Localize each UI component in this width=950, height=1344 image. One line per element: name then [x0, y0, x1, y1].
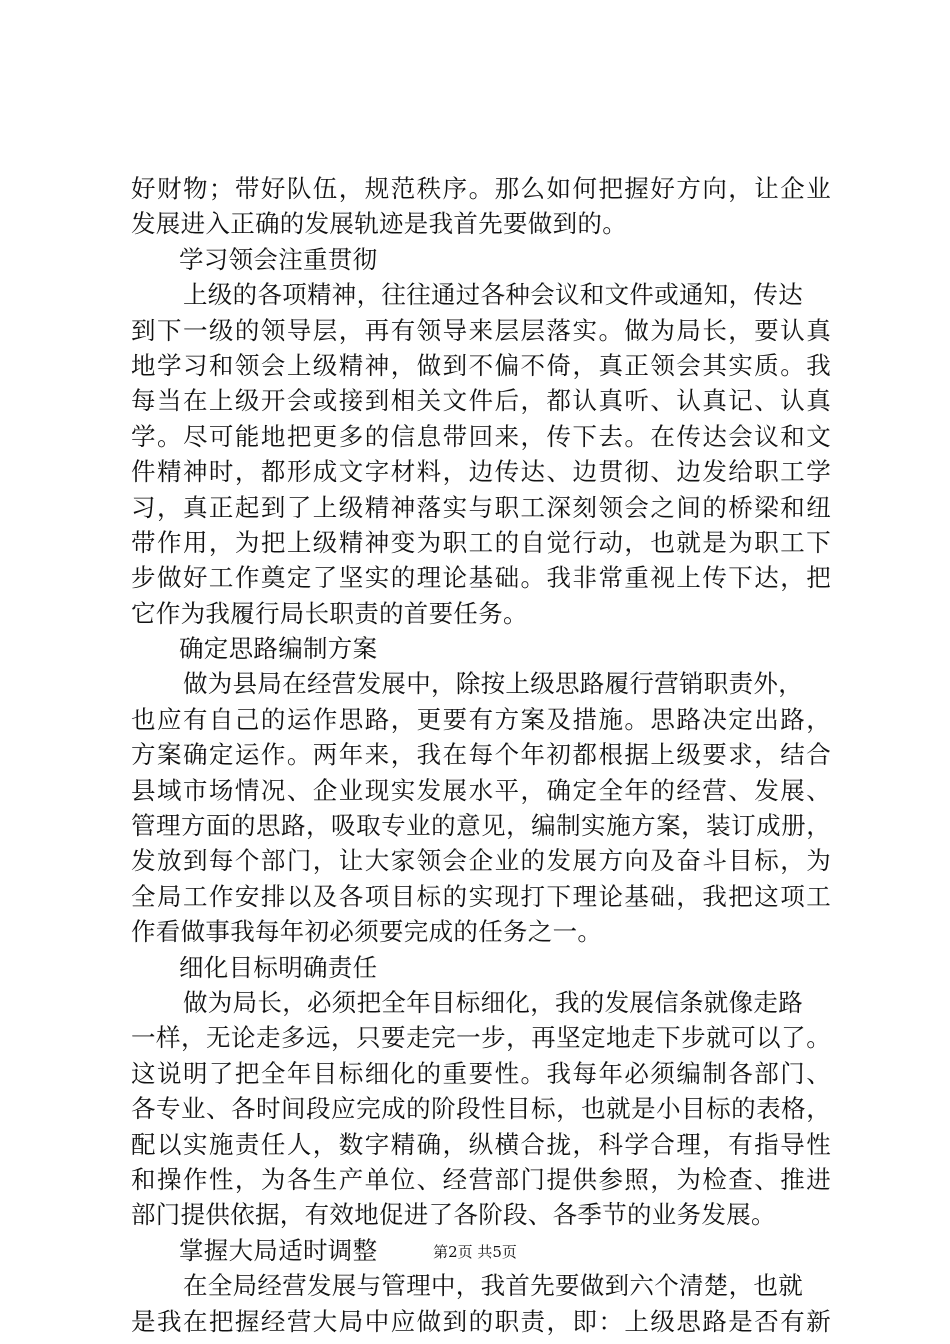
text-line: 发展进入正确的发展轨迹是我首先要做到的。: [131, 209, 627, 239]
text-line: 在全局经营发展与管理中，我首先要做到六个清楚，也就: [183, 1271, 803, 1301]
section-heading: 细化目标明确责任: [179, 952, 378, 982]
text-line: 每当在上级开会或接到相关文件后，都认真听、认真记、认真: [131, 386, 831, 416]
text-line: 习，真正起到了上级精神落实与职工深刻领会之间的桥梁和纽: [131, 492, 831, 522]
text-line: 是我在把握经营大局中应做到的职责，即：上级思路是否有新: [131, 1306, 831, 1336]
text-line: 地学习和领会上级精神，做到不偏不倚，真正领会其实质。我: [131, 350, 831, 380]
text-line: 配以实施责任人，数字精确，纵横合拢，科学合理，有指导性: [131, 1129, 831, 1159]
text-line: 各专业、各时间段应完成的阶段性目标，也就是小目标的表格，: [131, 1094, 831, 1124]
text-line: 带作用，为把上级精神变为职工的自觉行动，也就是为职工下: [131, 527, 831, 557]
text-line: 做为县局在经营发展中，除按上级思路履行营销职责外，: [183, 669, 803, 699]
text-line: 做为局长，必须把全年目标细化，我的发展信条就像走路: [183, 987, 803, 1017]
text-line: 学。尽可能地把更多的信息带回来，传下去。在传达会议和文: [131, 421, 831, 451]
section-heading: 确定思路编制方案: [179, 634, 378, 664]
text-line: 县域市场情况、企业现实发展水平，确定全年的经营、发展、: [131, 775, 831, 805]
section-heading: 学习领会注重贯彻: [179, 244, 378, 274]
text-line: 步做好工作奠定了坚实的理论基础。我非常重视上传下达，把: [131, 563, 831, 593]
text-line: 方案确定运作。两年来，我在每个年初都根据上级要求，结合: [131, 740, 831, 770]
section-heading: 掌握大局适时调整: [179, 1235, 378, 1265]
document-body: [131, 171, 831, 1339]
text-line: 它作为我履行局长职责的首要任务。: [131, 598, 528, 628]
page-number-footer: 第2页 共5页: [433, 1243, 517, 1261]
text-line: 上级的各项精神，往往通过各种会议和文件或通知，传达: [183, 280, 803, 310]
text-line: 全局工作安排以及各项目标的实现打下理论基础，我把这项工: [131, 881, 831, 911]
text-line: 也应有自己的运作思路，更要有方案及措施。思路决定出路，: [131, 704, 831, 734]
text-line: 这说明了把全年目标细化的重要性。我每年必须编制各部门、: [131, 1058, 831, 1088]
text-line: 作看做事我每年初必须要完成的任务之一。: [131, 917, 603, 947]
text-line: 到下一级的领导层，再有领导来层层落实。做为局长，要认真: [131, 315, 831, 345]
text-line: 好财物；带好队伍，规范秩序。那么如何把握好方向，让企业: [131, 174, 831, 203]
text-line: 发放到每个部门，让大家领会企业的发展方向及奋斗目标，为: [131, 846, 831, 876]
text-line: 管理方面的思路，吸取专业的意见，编制实施方案，装订成册，: [131, 811, 831, 841]
text-line: 和操作性，为各生产单位、经营部门提供参照，为检查、推进: [131, 1164, 831, 1194]
text-line: 一样，无论走多远，只要走完一步，再坚定地走下步就可以了。: [131, 1023, 831, 1053]
text-line: 部门提供依据，有效地促进了各阶段、各季节的业务发展。: [131, 1200, 776, 1230]
text-line: 件精神时，都形成文字材料，边传达、边贯彻、边发给职工学: [131, 457, 831, 487]
